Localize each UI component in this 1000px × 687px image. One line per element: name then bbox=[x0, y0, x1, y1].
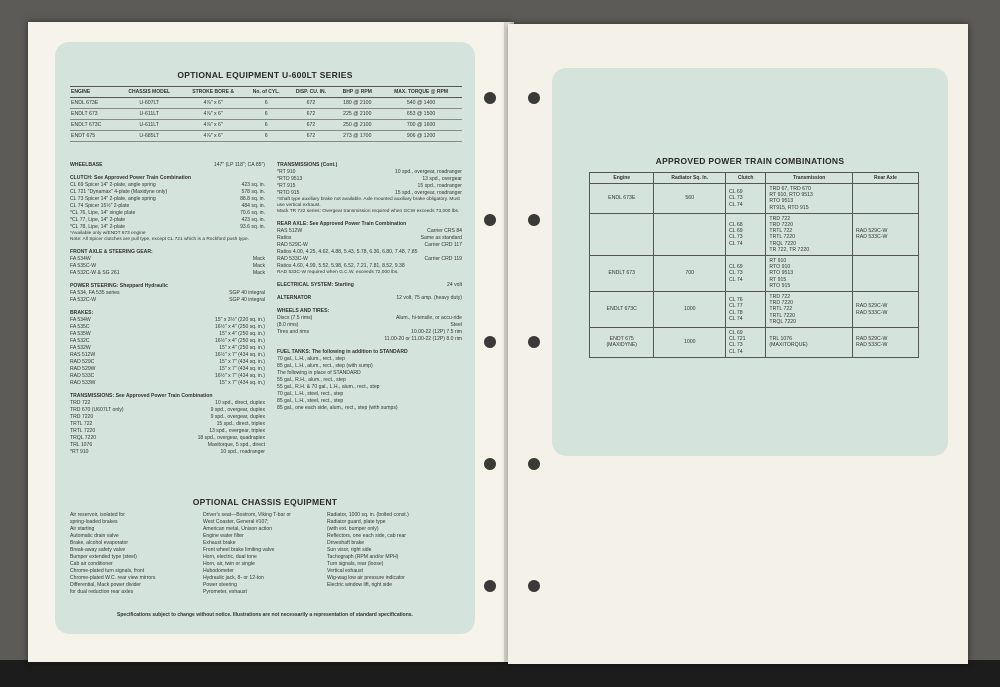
table-cell-clutch: CL 69 CL 73 CL 74 bbox=[726, 256, 766, 292]
table-cell: 672 bbox=[287, 98, 334, 109]
table-cell: 4⅞" x 6" bbox=[181, 120, 245, 131]
list-item: Bumper extended type (steel) bbox=[70, 554, 137, 560]
table-cell-axle bbox=[853, 256, 919, 292]
spec-row: RAS 512W Carrier CRS 84 bbox=[277, 228, 462, 234]
list-item: *Shaft type auxiliary brake not available. Axle mounted auxiliary brake obligatory. Must use vertical exhaust. bbox=[277, 197, 460, 208]
spec-row: FA 532C-W & SG 261 Mack bbox=[70, 270, 265, 276]
table-row bbox=[590, 213, 919, 255]
spec-row: CL 69 Spicer 14" 2-plate, angle spring 423 sq. in. bbox=[70, 182, 265, 188]
spec-row: FA 534, FA 535 series SGP 40 integral bbox=[70, 290, 265, 296]
table-cell-engine bbox=[590, 213, 654, 255]
table-cell-axle: RAD 529C-W RAD 533C-W bbox=[853, 328, 919, 358]
list-item: 55 gal., R.H., alum., rect., step bbox=[277, 377, 346, 383]
table-row bbox=[590, 328, 919, 358]
transmissions-cont-section: TRANSMISSIONS (Cont.) *RT 910 10 spd., overgear, roadranger *RTO 9513 13 spd., overgear *RT 915 15 spd., roadranger *RTO 915 15 spd., overgear, roadranger *Shaft type auxiliary brake not available. Axle mounted auxiliary brake obligatory. Must use vertical exhaust. Mack TR 722 series: Overgear transmission required when GCW exceeds 73,000 lbs. bbox=[277, 162, 462, 214]
table-cell: 6 bbox=[245, 120, 287, 131]
wheels-section: WHEELS AND TIRES: Discs (7.5 rims) Alum., hi-tensile, or accu-ride (8.0 rims) Steel Tires and rims 10.00-22 (12P) 7.5 rim 11.00-20 or 11.00-22 (12P) 8.0 rim bbox=[277, 308, 462, 342]
binder-hole bbox=[484, 214, 496, 226]
engine-table-title: OPTIONAL EQUIPMENT U-600LT SERIES bbox=[177, 70, 353, 80]
spec-row: 11.00-20 or 11.00-22 (12P) 8.0 rim bbox=[384, 336, 462, 342]
spec-row: CL 74 Spicer 15½" 2-plate 484 sq. in. bbox=[70, 203, 265, 209]
table-cell-transmission: TRD 722 TRD 7220 TRTL 722 TRTL 7220 TRQL 7220 bbox=[766, 292, 853, 328]
optional-list-col1 bbox=[70, 512, 205, 596]
table-cell-radiator: 1000 bbox=[654, 328, 726, 358]
table-cell-transmission: TRD 67, TRD 670 RT 910, RTO 9513 RTO 9513 RT915, RTO 915 bbox=[766, 184, 853, 214]
table-row bbox=[70, 98, 462, 109]
list-item: Sun visor, right side bbox=[327, 547, 372, 553]
column-header: MAX. TORQUE @ RPM bbox=[380, 87, 462, 98]
table-cell: ENDL 673E bbox=[70, 98, 117, 109]
spec-row: RAD 533C-W Carrier CRD 119 bbox=[277, 256, 462, 262]
list-item: Exhaust brake bbox=[203, 540, 236, 546]
spec-row: Ratios 4.00, 4.25, 4.62, 4.88, 5.43, 5.78, 6.36, 6.80, 7.48, 7.85 bbox=[277, 249, 418, 255]
spec-row: *RT 910 10 spd., overgear, roadranger bbox=[277, 169, 462, 175]
optional-list-col2 bbox=[203, 512, 338, 596]
list-item: West Coaster, General #107; bbox=[203, 519, 269, 525]
table-cell-clutch: CL 68 CL 69 CL 73 CL 74 bbox=[726, 213, 766, 255]
binder-hole bbox=[484, 336, 496, 348]
list-item: Driver's seat—Bostrom, Viking T-bar or bbox=[203, 512, 291, 518]
list-item: RAD 533C-W required when G.C.W. exceeds 72,000 lbs. bbox=[277, 270, 399, 275]
table-cell-engine: ENDLT 673 bbox=[590, 256, 654, 292]
table-cell-radiator: 700 bbox=[654, 256, 726, 292]
table-row bbox=[70, 109, 462, 120]
spec-row: TRTL 722 15 spd., direct, triplex bbox=[70, 421, 265, 427]
binder-hole bbox=[484, 458, 496, 470]
table-cell: 540 @ 1400 bbox=[380, 98, 462, 109]
table-cell: U-685LT bbox=[117, 131, 181, 142]
list-item: Turn signals, rear (loose) bbox=[327, 561, 384, 567]
table-cell: 672 bbox=[287, 120, 334, 131]
table-row bbox=[590, 184, 919, 214]
list-item: Radiator, 1000 sq. in. (bolted const.) bbox=[327, 512, 409, 518]
spec-row: RAD 533W 15" x 7" (434 sq. in.) bbox=[70, 380, 265, 386]
clutch-section: CLUTCH: See Approved Power Train Combination CL 69 Spicer 14" 2-plate, angle spring 423 sq. in. CL 721 "Dynamax" 4-plate (Maxidyne only) 578 sq. in. CL 73 Spicer 14" 2-plate, angle spring 88.8 sq. in. CL 74 Spicer 15½" 2-plate 484 sq. in. *CL 76, Lipe, 14" single plate 70.6 sq. in. *CL 77, Lipe, 14" 2-plate 423 sq. in. *CL 78, Lipe, 14" 2-plate 93.6 sq. in. *Available only w/ENDT 673 engine Note: All Spicer clutches are pull type, except CL 721 which is a Rockford push type. bbox=[70, 175, 265, 242]
optional-list-col3 bbox=[327, 512, 467, 589]
spec-row: TRL 1076 Maxitorque, 5 spd., direct bbox=[70, 442, 265, 448]
table-cell-radiator: 560 bbox=[654, 184, 726, 214]
column-header: DISP. CU. IN. bbox=[287, 87, 334, 98]
binder-hole bbox=[528, 458, 540, 470]
list-item: Air starting bbox=[70, 526, 95, 532]
binder-hole bbox=[528, 214, 540, 226]
spec-column-left bbox=[70, 162, 265, 462]
spec-row: *CL 76, Lipe, 14" single plate 70.6 sq. in. bbox=[70, 210, 265, 216]
table-cell-engine: ENDL 673E bbox=[590, 184, 654, 214]
list-item: The following in place of STANDARD bbox=[277, 370, 361, 376]
spec-row: RAD 533C 16½" x 7" (434 sq. in.) bbox=[70, 373, 265, 379]
table-cell: 4⅞" x 6" bbox=[181, 131, 245, 142]
column-header: Engine bbox=[590, 173, 654, 184]
list-item: spring-loaded brakes bbox=[70, 519, 118, 525]
table-cell: ENDLT 673 bbox=[70, 109, 117, 120]
spec-row: RAD 529W 15" x 7" (434 sq. in.) bbox=[70, 366, 265, 372]
footer-note: Specifications subject to change without notice. Illustrations are not necessarily a representation of standard specifications. bbox=[117, 612, 413, 618]
list-item: 85 gal., L.H., steel, rect., step bbox=[277, 398, 344, 404]
column-header: Clutch bbox=[726, 173, 766, 184]
table-cell: ENDT 675 bbox=[70, 131, 117, 142]
column-header: Transmission bbox=[766, 173, 853, 184]
table-cell-transmission: TRD 722 TRD 7220 TRTL 722 TRTL 7220 TRQL 7220 TR 722, TR 7220 bbox=[766, 213, 853, 255]
list-item: Wig-wag low air pressure indicator bbox=[327, 575, 405, 581]
binder-hole bbox=[484, 92, 496, 104]
list-item: 70 gal., L.H., steel, rect., step bbox=[277, 391, 344, 397]
power-train-panel bbox=[552, 68, 948, 456]
list-item: Mack TR 722 series: Overgear transmission required when GCW exceeds 73,000 lbs. bbox=[277, 209, 460, 214]
list-item: Air reservoir, isolated for bbox=[70, 512, 125, 518]
table-cell-transmission: RT 910 RTO 910 RTO 9513 RT 915 RTO 915 bbox=[766, 256, 853, 292]
desk-background bbox=[0, 660, 1000, 687]
front-axle-section: FRONT AXLE & STEERING GEAR: FA 534W Mack FA 535C-W Mack FA 532C-W & SG 261 Mack bbox=[70, 249, 265, 276]
list-item: Horn, air, twin or single bbox=[203, 561, 255, 567]
table-cell: 6 bbox=[245, 109, 287, 120]
table-row bbox=[590, 292, 919, 328]
table-cell: 273 @ 1700 bbox=[334, 131, 380, 142]
spec-row: FA 532W 15" x 4" (250 sq. in.) bbox=[70, 345, 265, 351]
binder-hole bbox=[528, 336, 540, 348]
list-item: Hydraulic jack, 8- or 12-ton bbox=[203, 575, 264, 581]
table-cell: U-607LT bbox=[117, 98, 181, 109]
table-cell-axle: RAD 529C-W RAD 533C-W bbox=[853, 292, 919, 328]
list-item: Brake, alcohol evaporator bbox=[70, 540, 129, 546]
power-steering-section: POWER STEERING: Sheppard Hydraulic FA 534, FA 535 series SGP 40 integral FA 532C-W SGP 40 integral bbox=[70, 283, 265, 303]
spec-row: *RTO 915 15 spd., overgear, roadranger bbox=[277, 190, 462, 196]
list-item: Power steering bbox=[203, 582, 237, 588]
table-cell: 6 bbox=[245, 131, 287, 142]
table-cell: 700 @ 1600 bbox=[380, 120, 462, 131]
transmissions-section: TRANSMISSIONS: See Approved Power Train Combination TRD 722 10 spd., direct, duplex TRD 670 (U607LT only) 9 spd., overgear, duplex TRD 7220 9 spd., overgear, duplex TRTL 722 15 spd., direct, triplex TRTL 7220 13 spd., overgear, triplex TRQL 7220 18 spd., overgear, quadraplex TRL 1076 Maxitorque, 5 spd., direct *RT 910 10 spd., roadranger bbox=[70, 393, 265, 455]
spec-row: RAD 529C-W Carrier CRD 117 bbox=[277, 242, 462, 248]
spec-row: *RT 915 15 spd., roadranger bbox=[277, 183, 462, 189]
spec-row: FA 532C 16½" x 4" (250 sq. in.) bbox=[70, 338, 265, 344]
table-cell-radiator: 1000 bbox=[654, 292, 726, 328]
spec-row: CL 721 "Dynamax" 4-plate (Maxidyne only) 578 sq. in. bbox=[70, 189, 265, 195]
table-cell-engine: ENDLT 673C bbox=[590, 292, 654, 328]
column-header: Rear Axle bbox=[853, 173, 919, 184]
spec-column-right bbox=[277, 162, 462, 418]
wheelbase: WHEELBASE 147" (LP 118"; CA 85") bbox=[70, 162, 265, 168]
spec-row: Ratios Same as standard bbox=[277, 235, 462, 241]
list-item: Break-away safety valve bbox=[70, 547, 126, 553]
table-cell-clutch: CL 69 CL 73 CL 74 bbox=[726, 184, 766, 214]
list-item: 85 gal., L.H., alum., rect., step (with sump) bbox=[277, 363, 373, 369]
alternator: ALTERNATOR 12 volt, 75 amp. (heavy duty) bbox=[277, 295, 462, 301]
list-item: Engine water filter bbox=[203, 533, 244, 539]
list-item: Chrome-plated W.C. rear view mirrors bbox=[70, 575, 156, 581]
table-cell: 672 bbox=[287, 131, 334, 142]
column-header: No. of CYL. bbox=[245, 87, 287, 98]
table-cell: U-611LT bbox=[117, 120, 181, 131]
list-item: 55 gal., R.H. & 70 gal., L.H., alum., rect., step bbox=[277, 384, 380, 390]
spec-row: FA 532C-W SGP 40 integral bbox=[70, 297, 265, 303]
spec-row: *CL 78, Lipe, 14" 2-plate 93.6 sq. in. bbox=[70, 224, 265, 230]
spec-row: Tires and rims 10.00-22 (12P) 7.5 rim bbox=[277, 329, 462, 335]
table-cell-axle: RAD 529C-W RAD 533C-W bbox=[853, 213, 919, 255]
spec-row: FA 534W 15" x 3½" (220 sq. in.) bbox=[70, 317, 265, 323]
table-cell-clutch: CL 69 CL 721 CL 73 CL 74 bbox=[726, 328, 766, 358]
spec-row: Ratios 4.60, 4.99, 5.52, 5.98, 6.52, 7.21, 7.81, 8.52, 9.38 bbox=[277, 263, 405, 269]
spec-row: FA 535W 15" x 4" (250 sq. in.) bbox=[70, 331, 265, 337]
list-item: Driveshaft brake bbox=[327, 540, 365, 546]
list-item: Front wheel brake limiting valve bbox=[203, 547, 275, 553]
table-cell: 672 bbox=[287, 109, 334, 120]
table-cell: 653 @ 1500 bbox=[380, 109, 462, 120]
spec-row: (8.0 rims) Steel bbox=[277, 322, 462, 328]
list-item: Cab air conditioner bbox=[70, 561, 113, 567]
spec-row: FA 535C 16½" x 4" (250 sq. in.) bbox=[70, 324, 265, 330]
optional-chassis-title: OPTIONAL CHASSIS EQUIPMENT bbox=[192, 497, 338, 507]
list-item: (with ext. bumper only) bbox=[327, 526, 379, 532]
column-header: CHASSIS MODEL bbox=[117, 87, 181, 98]
spec-row: TRD 670 (U607LT only) 9 spd., overgear, duplex bbox=[70, 407, 265, 413]
list-item: 70 gal., L.H., alum., rect., step bbox=[277, 356, 345, 362]
table-row bbox=[70, 120, 462, 131]
table-row bbox=[590, 256, 919, 292]
table-cell: 4⅞" x 6" bbox=[181, 98, 245, 109]
rear-axle-section: REAR AXLE: See Approved Power Train Combination RAS 512W Carrier CRS 84 Ratios Same as standard RAD 529C-W Carrier CRD 117 Ratios 4.00, 4.25, 4.62, 4.88, 5.43, 5.78, 6.36, 6.80, 7.48, 7.85 RAD 533C-W Carrier CRD 119 Ratios 4.60, 4.99, 5.52, 5.98, 6.52, 7.21, 7.81, 8.52, 9.38 RAD 533C-W required when G.C.W. exceeds 72,000 lbs. bbox=[277, 221, 462, 275]
table-cell-clutch: CL 76 CL 77 CL 78 CL 74 bbox=[726, 292, 766, 328]
spec-row: CL 73 Spicer 14" 2-plate, angle spring 88.8 sq. in. bbox=[70, 196, 265, 202]
spec-row: TRTL 7220 13 spd., overgear, triplex bbox=[70, 428, 265, 434]
list-item: Automatic drain valve bbox=[70, 533, 119, 539]
list-item: for dual reduction rear axles bbox=[70, 589, 134, 595]
list-item: Vertical exhaust bbox=[327, 568, 363, 574]
list-item: 85 gal., one each side, alum., rect., step (with sumps) bbox=[277, 405, 398, 411]
list-item: Electric window lift, right side bbox=[327, 582, 393, 588]
list-item: Hubodometer bbox=[203, 568, 234, 574]
spec-row: TRQL 7220 18 spd., overgear, quadraplex bbox=[70, 435, 265, 441]
binder-hole bbox=[528, 580, 540, 592]
list-item: Horn, electric, dual tone bbox=[203, 554, 257, 560]
spec-row: RAS 512W 16½" x 7" (434 sq. in.) bbox=[70, 352, 265, 358]
list-item: *Available only w/ENDT 673 engine bbox=[70, 231, 146, 236]
table-cell: U-611LT bbox=[117, 109, 181, 120]
power-train-table bbox=[589, 172, 919, 358]
binder-hole bbox=[528, 92, 540, 104]
table-cell-transmission: TRL 1076 (MAXITORQUE) bbox=[766, 328, 853, 358]
spec-row: TRD 7220 9 spd., overgear, duplex bbox=[70, 414, 265, 420]
column-header: STROKE BORE & bbox=[181, 87, 245, 98]
power-train-title: APPROVED POWER TRAIN COMBINATIONS bbox=[655, 156, 845, 166]
list-item: Differential, Mack power divider bbox=[70, 582, 141, 588]
column-header: BHP @ RPM bbox=[334, 87, 380, 98]
spec-row: RAD 529C 15" x 7" (434 sq. in.) bbox=[70, 359, 265, 365]
spec-row: FA 534W Mack bbox=[70, 256, 265, 262]
spec-row: TRD 722 10 spd., direct, duplex bbox=[70, 400, 265, 406]
table-cell: 6 bbox=[245, 98, 287, 109]
binder-hole bbox=[484, 580, 496, 592]
list-item: Chrome-plated turn signals, front bbox=[70, 568, 145, 574]
spec-row: *RT 910 10 spd., roadranger bbox=[70, 449, 265, 455]
table-cell: 906 @ 1200 bbox=[380, 131, 462, 142]
spec-row: FA 535C-W Mack bbox=[70, 263, 265, 269]
table-cell: 180 @ 2100 bbox=[334, 98, 380, 109]
engine-table bbox=[70, 86, 462, 142]
list-item: Radiator guard, plate type bbox=[327, 519, 386, 525]
spec-row: *CL 77, Lipe, 14" 2-plate 423 sq. in. bbox=[70, 217, 265, 223]
spec-panel bbox=[55, 42, 475, 634]
list-item: American metal, Unison action bbox=[203, 526, 273, 532]
table-row bbox=[70, 131, 462, 142]
table-cell: 225 @ 2100 bbox=[334, 109, 380, 120]
electrical-system: ELECTRICAL SYSTEM: Starting 24 volt bbox=[277, 282, 462, 288]
brakes-section: BRAKES: FA 534W 15" x 3½" (220 sq. in.) FA 535C 16½" x 4" (250 sq. in.) FA 535W 15" x 4" (250 sq. in.) FA 532C 16½" x 4" (250 sq. in.) FA 532W 15" x 4" (250 sq. in.) RAS 512W 16½" x 7" (434 sq. in.) RAD 529C 15" x 7" (434 sq. in.) RAD 529W 15" x 7" (434 sq. in.) RAD 533C 16½" x 7" (434 sq. in.) RAD 533W 15" x 7" (434 sq. in.) bbox=[70, 310, 265, 386]
spec-row: *RTO 9513 13 spd., overgear bbox=[277, 176, 462, 182]
table-cell: 4⅞" x 6" bbox=[181, 109, 245, 120]
table-cell: 250 @ 2100 bbox=[334, 120, 380, 131]
column-header: Radiator Sq. In. bbox=[654, 173, 726, 184]
table-cell-axle bbox=[853, 184, 919, 214]
table-cell: ENDLT 673C bbox=[70, 120, 117, 131]
fuel-tanks-section: FUEL TANKS: The following in addition to STANDARD 70 gal., L.H., alum., rect., step 85 gal., L.H., alum., rect., step (with sump) The following in place of STANDARD 55 gal., R.H., alum., rect., step 55 gal., R.H. & 70 gal., L.H., alum., rect., step 70 gal., L.H., steel, rect., step 85 gal., L.H., steel, rect., step 85 gal., one each side, alum., rect., step (with sumps) bbox=[277, 349, 462, 412]
list-item: Tachograph (RPM and/or MPH) bbox=[327, 554, 399, 560]
table-cell-engine: ENDT 675 (MAXIDYNE) bbox=[590, 328, 654, 358]
list-item: Reflectors, one each side, cab rear bbox=[327, 533, 406, 539]
list-item: Note: All Spicer clutches are pull type, except CL 721 which is a Rockford push type. bbox=[70, 237, 249, 242]
spec-row: Discs (7.5 rims) Alum., hi-tensile, or accu-ride bbox=[277, 315, 462, 321]
list-item: Pyrometer, exhaust bbox=[203, 589, 247, 595]
table-cell-radiator bbox=[654, 213, 726, 255]
column-header: ENGINE bbox=[70, 87, 117, 98]
